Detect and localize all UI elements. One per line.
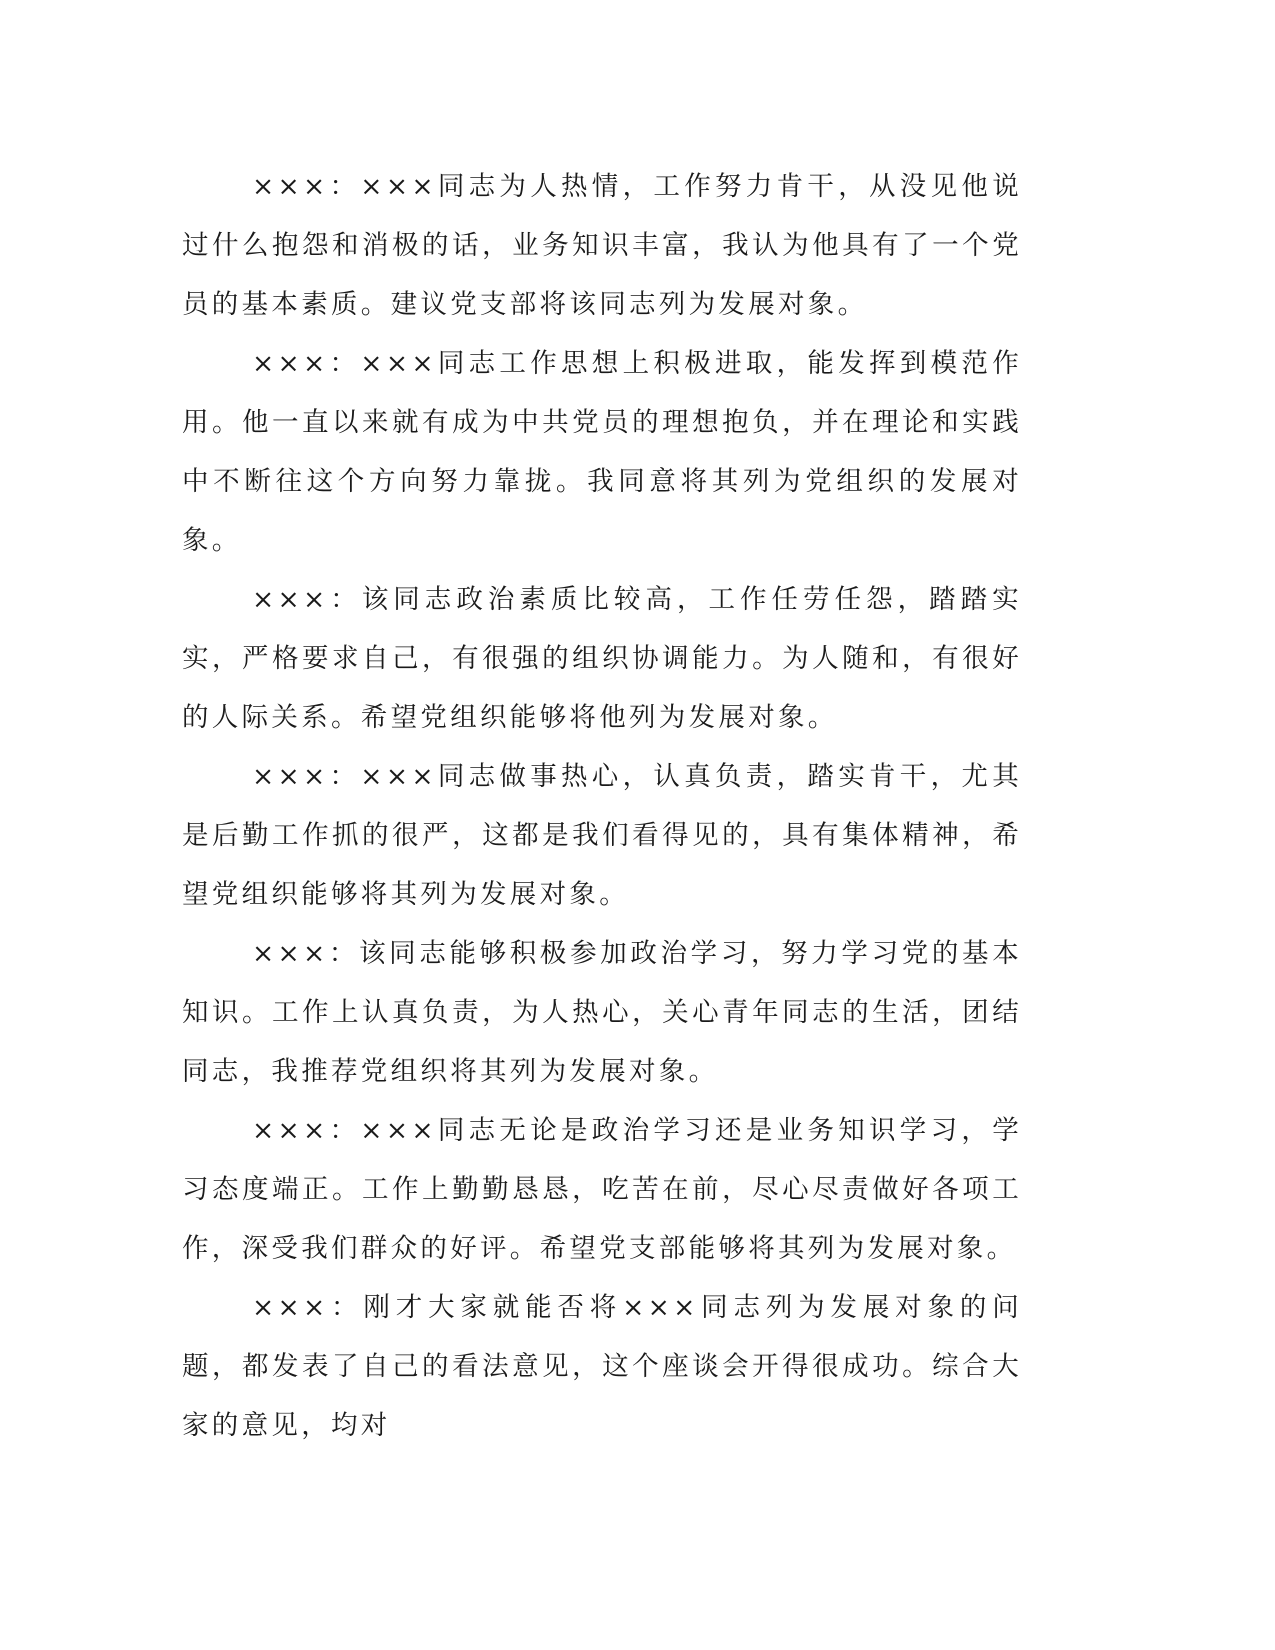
paragraph-4: ×××：×××同志做事热心，认真负责，踏实肯干，尤其是后勤工作抓的很严，这都是我们看得见的，具有集体精神，希望党组织能够将其列为发展对象。: [182, 761, 1022, 910]
paragraph-2: ×××：×××同志工作思想上积极进取，能发挥到模范作用。他一直以来就有成为中共党员的理想抱负，并在理论和实践中不断往这个方向努力靠拢。我同意将其列为党组织的发展对象。: [182, 348, 1022, 556]
paragraph-7: ×××：刚才大家就能否将×××同志列为发展对象的问题，都发表了自己的看法意见，这个座谈会开得很成功。综合大家的意见，均对: [182, 1292, 1022, 1441]
paragraph-3: ×××：该同志政治素质比较高，工作任劳任怨，踏踏实实，严格要求自己，有很强的组织协调能力。为人随和，有很好的人际关系。希望党组织能够将他列为发展对象。: [182, 584, 1022, 733]
document-body: [182, 157, 1022, 1455]
paragraph-1: ×××：×××同志为人热情，工作努力肯干，从没见他说过什么抱怨和消极的话，业务知识丰富，我认为他具有了一个党员的基本素质。建议党支部将该同志列为发展对象。: [182, 171, 1022, 320]
paragraph-6: ×××：×××同志无论是政治学习还是业务知识学习，学习态度端正。工作上勤勤恳恳，吃苦在前，尽心尽责做好各项工作，深受我们群众的好评。希望党支部能够将其列为发展对象。: [182, 1115, 1022, 1264]
paragraph-5: ×××：该同志能够积极参加政治学习，努力学习党的基本知识。工作上认真负责，为人热心，关心青年同志的生活，团结同志，我推荐党组织将其列为发展对象。: [182, 938, 1022, 1087]
